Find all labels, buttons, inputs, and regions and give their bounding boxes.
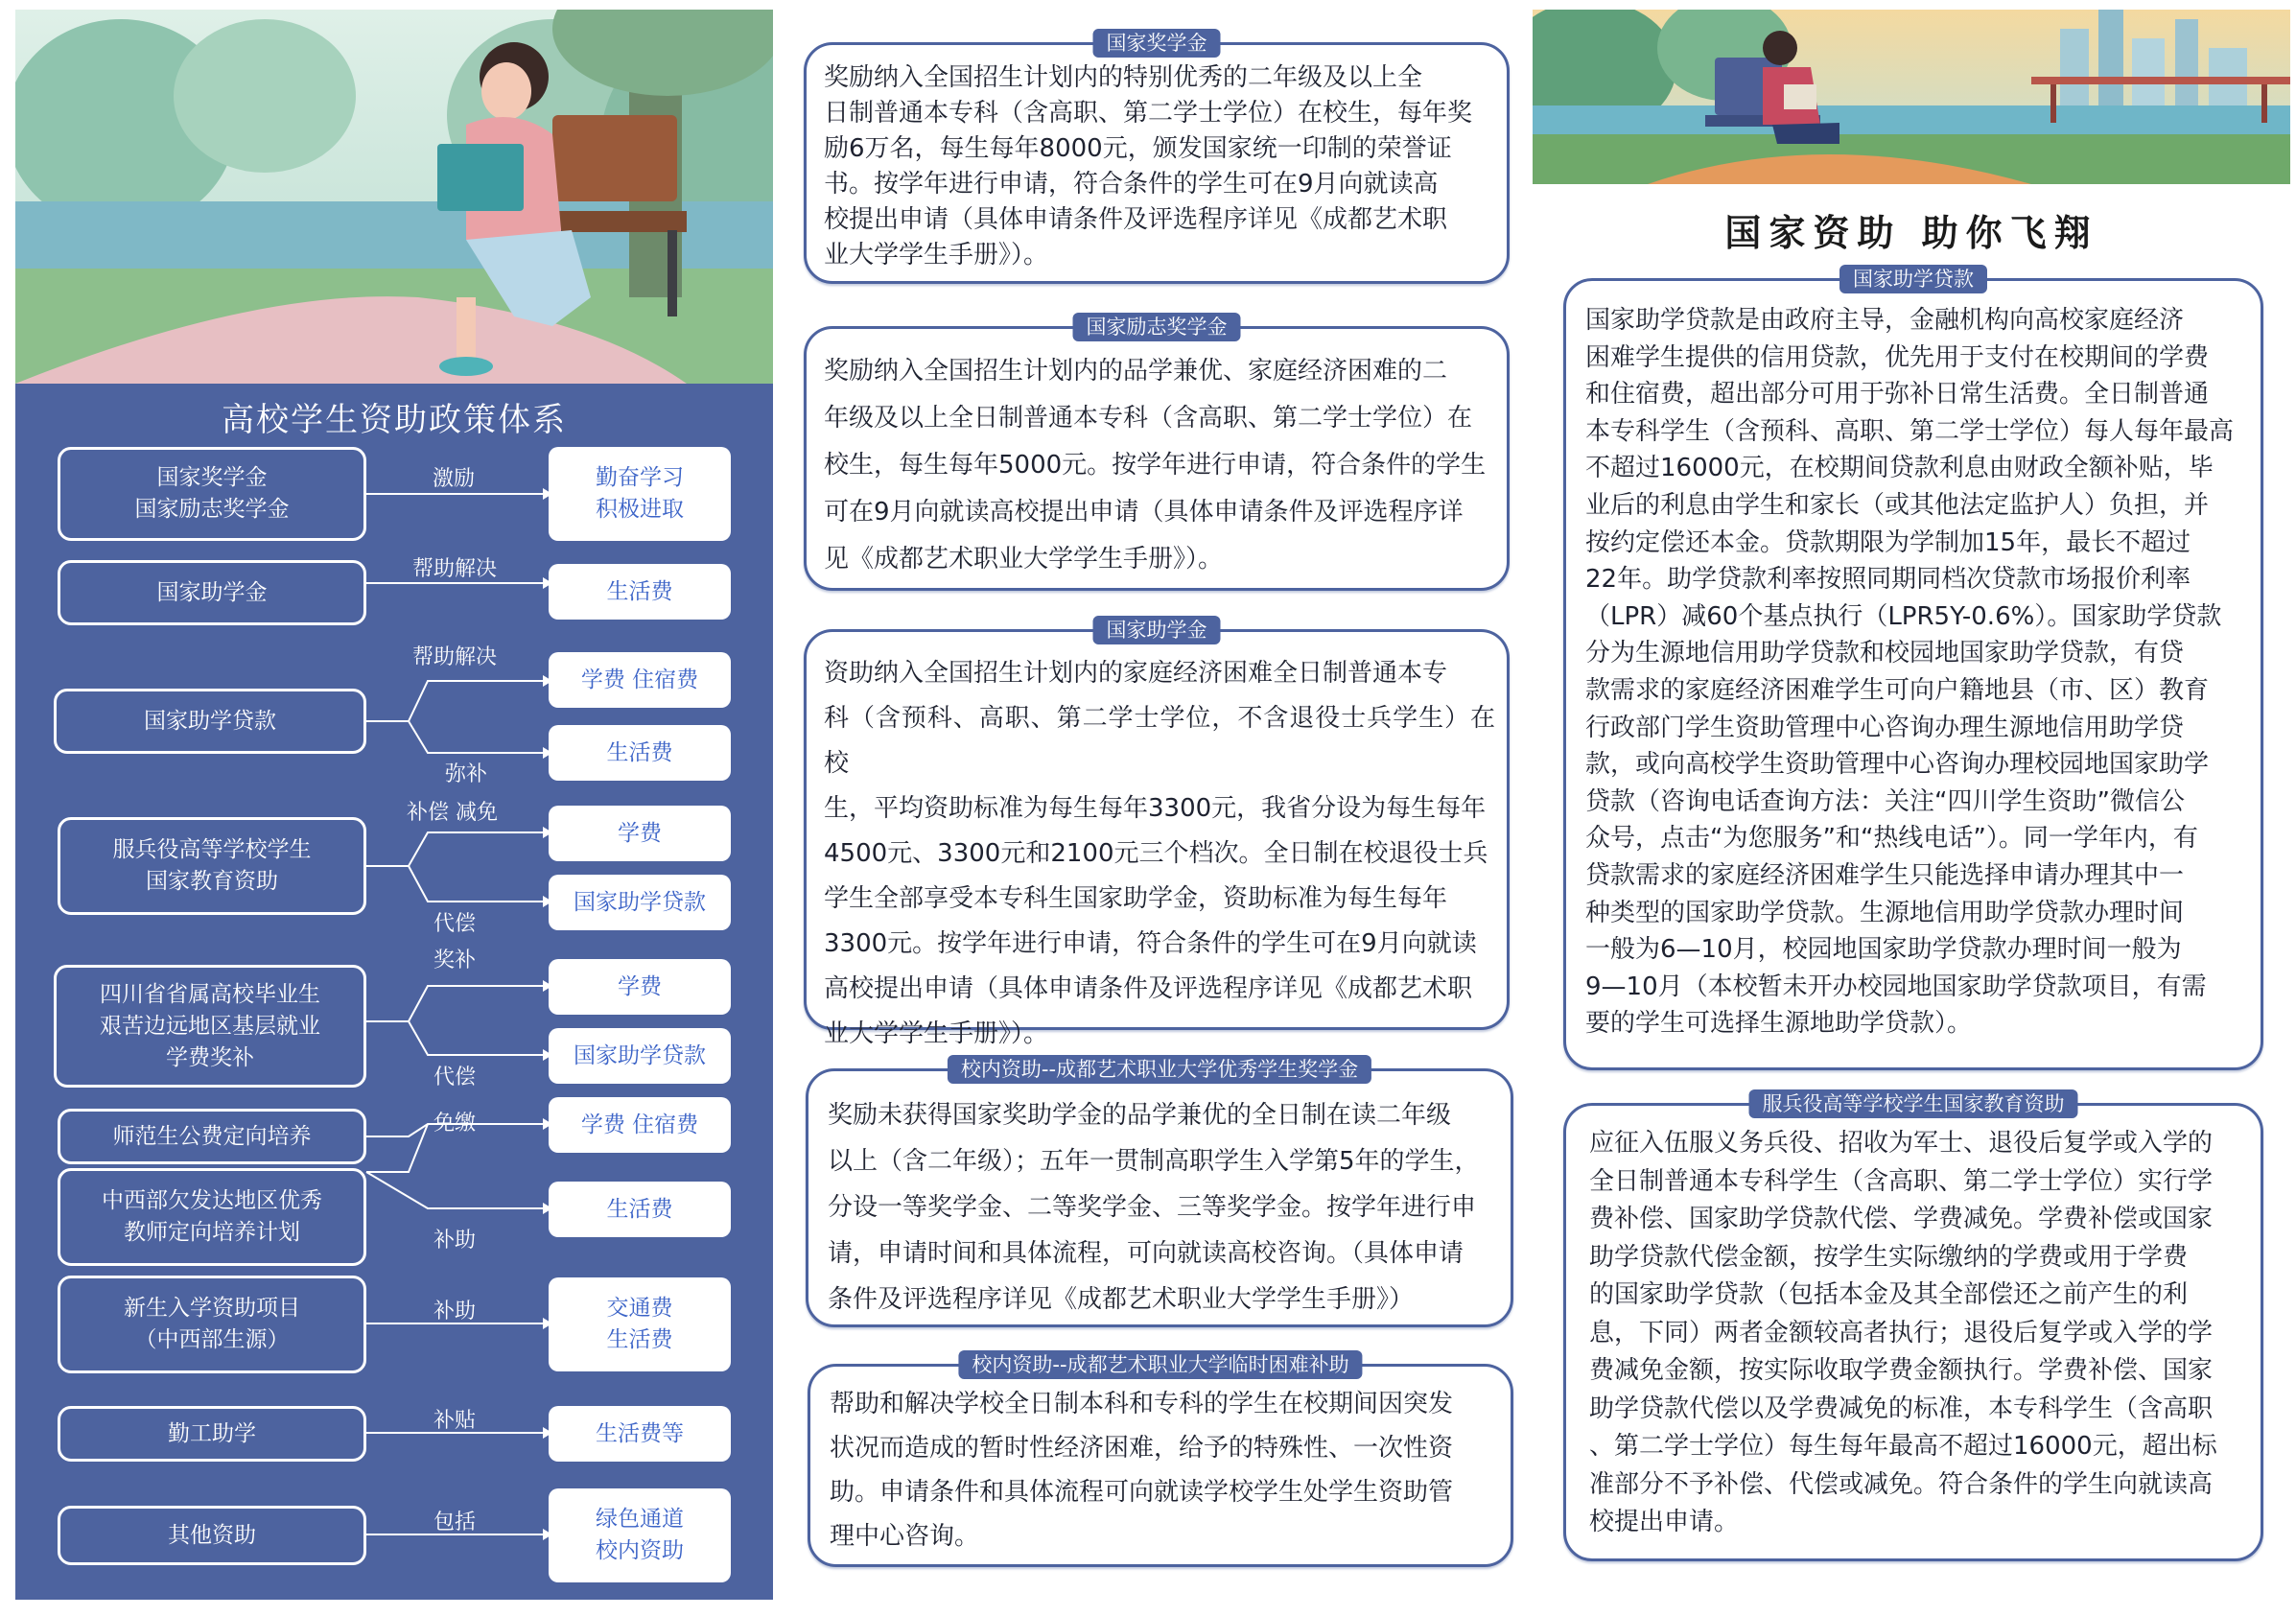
card-tag: 国家励志奖学金 — [1073, 313, 1241, 341]
benefit-box: 绿色通道 校内资助 — [549, 1488, 731, 1582]
slogan-heading: 国家资助 助你飞翔 — [1724, 212, 2098, 254]
action-label: 补助 — [433, 1300, 477, 1323]
card-tag: 校内资助--成都艺术职业大学优秀学生奖学金 — [948, 1055, 1371, 1084]
card-body: 国家助学贷款是由政府主导，金融机构向高校家庭经济 困难学生提供的信用贷款，优先用于支付在校期间的学费 和住宿费，超出部分可用于弥补日常生活费。全日制普通 本专科学生（含预科、高职、第二学士学位）每人每年最高 不超过16000元，在校期间贷款利息由财政全额补贴，毕 业后的利息由学生和家长（或其他法定监护人）负担，并 按约定偿还本金。贷款期限为学制加15年，最长不超过 22年。助学贷款利率按照同期同档次贷款市场报价利率 （LPR）减60个基点执行（LPR5Y-0.6%）。国家助学贷款 分为生源地信用助学贷款和校园地国家助学贷款，有贷 款需求的家庭经济困难学生可向户籍地县（市、区）教育 行政部门学生资助管理中心咨询办理生源地信用助学贷 款，或向高校学生资助管理中心咨询办理校园地国家助学 贷款（咨询电话查询方法：关注“四川学生资助”微信公 众号，点击“为您服务”和“热线电话”）。同一学年内，有 贷款需求的家庭经济困难学生只能选择申请办理其中一 种类型的国家助学贷款。生源地信用助学贷款办理时间 一般为6—10月，校园地国家助学贷款办理时间一般为 9—10月（本校暂未开办校园地国家助学贷款项目，有需 要的学生可选择生源地助学贷款）。 — [1585, 306, 2235, 1039]
policy-item-student-loan[interactable]: 国家助学贷款 — [54, 689, 366, 754]
card-national-scholarship — [804, 32, 1510, 284]
action-label: 补贴 — [433, 1409, 477, 1433]
reading-girl-illustration — [15, 10, 773, 384]
policy-item-work-study[interactable]: 勤工助学 — [58, 1406, 366, 1462]
action-label: 补助 — [433, 1229, 477, 1253]
action-label: 弥补 — [445, 762, 488, 786]
benefit-box: 国家助学贷款 — [549, 875, 731, 930]
card-military-education-aid — [1563, 1092, 2263, 1561]
benefit-box: 学费 住宿费 — [549, 1097, 731, 1153]
card-body: 资助纳入全国招生计划内的家庭经济困难全日制普通本专 科（含预科、高职、第二学士学位，不含退役士兵学生）在校 生，平均资助标准为每生每年3300元，我省分设为每生每年 4500元、3300元和2100元三个档次。全日制在校退役士兵 学生全部享受本专科生国家助学金，资助标准为每生每年 3300元。按学年进行申请，符合条件的学生可在9月向就读 高校提出申请（具体申请条件及评选程序详见《成都艺术职 业大学学生手册》）。 — [824, 659, 1495, 1048]
card-body: 帮助和解决学校全日制本科和专科的学生在校期间因突发 状况而造成的暂时性经济困难，给予的特殊性、一次性资 助。申请条件和具体流程可向就读学校学生处学生资助管 理中心咨询。 — [830, 1390, 1454, 1551]
policy-item-other-aid[interactable]: 其他资助 — [58, 1506, 366, 1565]
card-tag: 校内资助--成都艺术职业大学临时困难补助 — [958, 1350, 1362, 1379]
action-label: 代偿 — [433, 1066, 477, 1089]
action-label: 奖补 — [433, 949, 477, 972]
card-body: 奖励纳入全国招生计划内的特别优秀的二年级及以上全 日制普通本专科（含高职、第二学士学位）在校生，每年奖 励6万名，每生每年8000元，颁发国家统一印制的荣誉证 书。按学年进行申请，符合条件的学生可在9月向就读高 校提出申请（具体申请条件及评选程序详见《成都艺术职 业大学学生手册》）。 — [824, 63, 1473, 269]
benefit-box: 学费 住宿费 — [549, 652, 731, 708]
benefit-box: 学费 — [549, 959, 731, 1015]
action-label: 代偿 — [433, 912, 477, 936]
benefit-box: 生活费 — [549, 725, 731, 781]
card-body: 应征入伍服义务兵役、招收为军士、退役后复学或入学的 全日制普通本专科学生（含高职、第二学士学位）实行学 费补偿、国家助学贷款代偿、学费减免。学费补偿或国家 助学贷款代偿金额，按学生实际缴纳的学费或用于学费 的国家助学贷款（包括本金及其全部偿还之前产生的利 息，下同）两者金额较高者执行；退役后复学或入学的学 费减免金额，按实际收取学费金额执行。学费补偿、国家 助学贷款代偿以及学费减免的标准，本专科学生（含高职 、第二学士学位）每生每年最高不超过16000元，超出标 准部分不予补偿、代偿或减免。符合条件的学生向就读高 校提出申请。 — [1589, 1129, 2217, 1536]
policy-system-title: 高校学生资助政策体系 — [222, 401, 567, 439]
action-label: 补偿 减免 — [407, 801, 498, 825]
benefit-box: 生活费 — [549, 564, 731, 620]
policy-system-panel — [15, 384, 773, 1600]
card-tag: 国家助学金 — [1093, 616, 1221, 644]
benefit-box: 勤奋学习 积极进取 — [549, 447, 731, 541]
policy-item-grassroots-award[interactable]: 四川省省属高校毕业生 艰苦边远地区基层就业 学费奖补 — [54, 965, 366, 1088]
policy-item-normal-student[interactable]: 师范生公费定向培养 — [58, 1109, 366, 1164]
card-national-encouragement-scholarship — [804, 316, 1510, 591]
benefit-box: 学费 — [549, 806, 731, 861]
action-label: 帮助解决 — [412, 645, 498, 669]
card-national-student-loan — [1563, 268, 2263, 1070]
benefit-box: 国家助学贷款 — [549, 1028, 731, 1084]
card-tag: 国家助学贷款 — [1839, 265, 1987, 293]
policy-item-teacher-training[interactable]: 中西部欠发达地区优秀 教师定向培养计划 — [58, 1168, 366, 1266]
card-tag: 服兵役高等学校学生国家教育资助 — [1749, 1089, 2078, 1118]
card-body: 奖励纳入全国招生计划内的品学兼优、家庭经济困难的二 年级及以上全日制普通本专科（含高职、第二学士学位）在 校生，每生每年5000元。按学年进行申请，符合条件的学生 可在9月向就读高校提出申请（具体申请条件及评选程序详 见《成都艺术职业大学学生手册》）。 — [824, 357, 1487, 574]
card-school-excellent-scholarship — [806, 1058, 1513, 1327]
policy-item-freshman-aid[interactable]: 新生入学资助项目 （中西部生源） — [58, 1276, 366, 1373]
benefit-box: 交通费 生活费 — [549, 1277, 731, 1371]
benefit-box: 生活费等 — [549, 1406, 731, 1462]
action-label: 免缴 — [433, 1112, 477, 1136]
card-body: 奖励未获得国家奖助学金的品学兼优的全日制在读二年级 以上（含二年级）；五年一贯制高职学生入学第5年的学生， 分设一等奖学金、二等奖学金、三等奖学金。按学年进行申 请，申请时间和具体流程，可向就读高校咨询。（具体申请 条件及评选程序详见《成都艺术职业大学学生手册》） — [828, 1101, 1480, 1314]
action-label: 包括 — [433, 1511, 477, 1534]
bench-reader-illustration — [1533, 10, 2290, 184]
benefit-box: 生活费 — [549, 1182, 731, 1237]
policy-item-national-scholarship[interactable]: 国家奖学金 国家励志奖学金 — [58, 447, 366, 541]
card-school-temporary-aid — [808, 1353, 1513, 1567]
policy-item-national-grant[interactable]: 国家助学金 — [58, 560, 366, 625]
card-national-grant — [804, 619, 1510, 1048]
action-label: 帮助解决 — [412, 557, 498, 581]
policy-item-military-aid[interactable]: 服兵役高等学校学生 国家教育资助 — [58, 817, 366, 915]
action-label: 激励 — [433, 467, 476, 491]
card-tag: 国家奖学金 — [1093, 29, 1221, 58]
